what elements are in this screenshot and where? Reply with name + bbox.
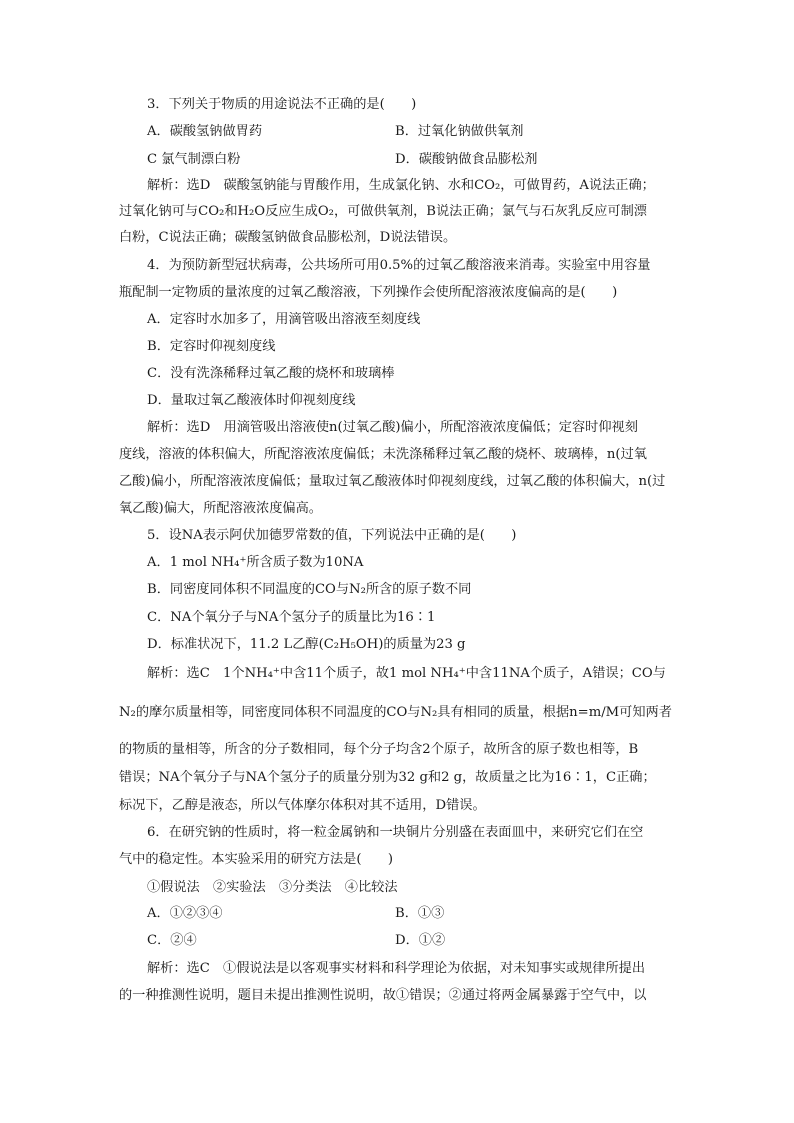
q6-option-a: A．①②③④: [147, 906, 223, 921]
q6-explanation-line: 解析：选C ①假说法是以客观事实材料和科学理论为依据，对未知事实或规律所提出: [147, 961, 646, 976]
q4-explanation-line: 乙酸)偏小，所配溶液浓度偏低；量取过氧乙酸液体时仰视刻度线，过氧乙酸的体积偏大，n(过: [119, 474, 666, 489]
q4-option-b: B．定容时仰视刻度线: [147, 339, 276, 354]
q6-methods-list: ①假说法 ②实验法 ③分类法 ④比较法: [147, 880, 398, 895]
q6-option-b: B．①③: [395, 906, 445, 921]
q5-option-a: A．1 mol NH₄⁺所含质子数为10NA: [147, 555, 364, 570]
q5-explanation-line: N₂的摩尔质量相等，同密度同体积不同温度的CO与N₂具有相同的质量，根据n=m/M可知两者: [119, 705, 672, 720]
q4-stem-line: 4．为预防新型冠状病毒，公共场所可用0.5%的过氧乙酸溶液来消毒。实验室中用容量: [147, 258, 651, 273]
q6-explanation-line: 的一种推测性说明，题目未提出推测性说明，故①错误；②通过将两金属暴露于空气中，以: [119, 988, 647, 1003]
q3-option-a: A．碳酸氢钠做胃药: [147, 124, 263, 139]
q6-stem-line: 6．在研究钠的性质时，将一粒金属钠和一块铜片分别盛在表面皿中，来研究它们在空: [147, 825, 644, 840]
q6-option-d: D．①②: [395, 933, 446, 948]
q3-stem: 3．下列关于物质的用途说法不正确的是( ): [147, 97, 417, 112]
q5-stem: 5．设NA表示阿伏加德罗常数的值，下列说法中正确的是( ): [147, 528, 517, 543]
q5-explanation-line: 错误；NA个氧分子与NA个氢分子的质量分别为32 g和2 g，故质量之比为16∶1，C正确；: [119, 770, 656, 785]
q3-explanation-line: 解析：选D 碳酸氢钠能与胃酸作用，生成氯化钠、水和CO₂，可做胃药，A说法正确；: [147, 178, 655, 193]
q3-option-c: C 氯气制漂白粉: [147, 152, 241, 167]
q5-option-b: B．同密度同体积不同温度的CO与N₂所含的原子数不同: [147, 582, 472, 597]
q3-explanation-line: 白粉，C说法正确；碳酸氢钠做食品膨松剂，D说法错误。: [119, 230, 457, 245]
q5-option-d: D．标准状况下，11.2 L乙醇(C₂H₅OH)的质量为23 g: [147, 637, 466, 652]
q6-option-c: C．②④: [147, 933, 197, 948]
q4-explanation-line: 解析：选D 用滴管吸出溶液使n(过氧乙酸)偏小，所配溶液浓度偏低；定容时仰视刻: [147, 420, 638, 435]
q4-option-c: C．没有洗涤稀释过氧乙酸的烧杯和玻璃棒: [147, 366, 395, 381]
q5-explanation-line: 标况下，乙醇是液态，所以气体摩尔体积对其不适用，D错误。: [119, 798, 486, 813]
q3-explanation-line: 过氧化钠可与CO₂和H₂O反应生成O₂，可做供氧剂，B说法正确；氯气与石灰乳反应可制漂: [119, 204, 647, 219]
q4-stem-line: 瓶配制一定物质的量浓度的过氧乙酸溶液，下列操作会使所配溶液浓度偏高的是( ): [119, 285, 618, 300]
q3-option-d: D．碳酸钠做食品膨松剂: [395, 152, 538, 167]
q3-option-b: B．过氧化钠做供氧剂: [395, 124, 524, 139]
q4-option-a: A．定容时水加多了，用滴管吸出溶液至刻度线: [147, 312, 421, 327]
q5-option-c: C．NA个氧分子与NA个氢分子的质量比为16∶1: [147, 610, 436, 625]
q5-explanation-line: 解析：选C 1个NH₄⁺中含11个质子，故1 mol NH₄⁺中含11NA个质子，A错误；CO与: [147, 666, 666, 681]
q4-explanation-line: 氧乙酸)偏大，所配溶液浓度偏高。: [119, 501, 322, 516]
q5-explanation-line: 的物质的量相等，所含的分子数相同，每个分子均含2个原子，故所含的原子数也相等，B: [119, 742, 639, 757]
q4-explanation-line: 度线，溶液的体积偏大，所配溶液浓度偏低；未洗涤稀释过氧乙酸的烧杯、玻璃棒，n(过氧: [119, 447, 647, 462]
q4-option-d: D．量取过氧乙酸液体时仰视刻度线: [147, 393, 356, 408]
q6-stem-line: 气中的稳定性。本实验采用的研究方法是( ): [119, 852, 394, 867]
